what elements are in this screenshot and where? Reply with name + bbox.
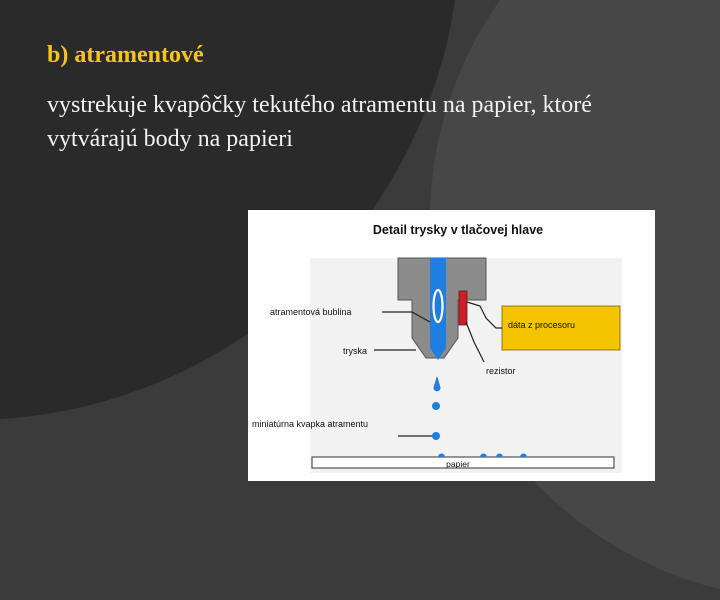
paper-label: papier [446,459,470,469]
nozzle-diagram [248,210,655,481]
resistor [459,291,467,325]
data-box-label: dáta z procesoru [508,320,576,330]
diagram-title: Detail trysky v tlačovej hlave [372,223,544,237]
drop-label: miniatúrna kvapka atramentu [252,419,369,429]
slide-title: b) atramentové [47,42,204,68]
nozzle-diagram-svg [248,210,655,481]
ink-drop [432,402,440,410]
ink-drop [432,432,440,440]
bubble-label: atramentová bublina [270,307,352,317]
slide-body-text: vystrekuje kvapôčky tekutého atramentu na papier, ktoré vytvárajú body na papieri [47,92,592,152]
ink-channel [430,258,446,360]
nozzle-label: tryska [343,346,368,356]
resistor-label: rezistor [486,366,516,376]
